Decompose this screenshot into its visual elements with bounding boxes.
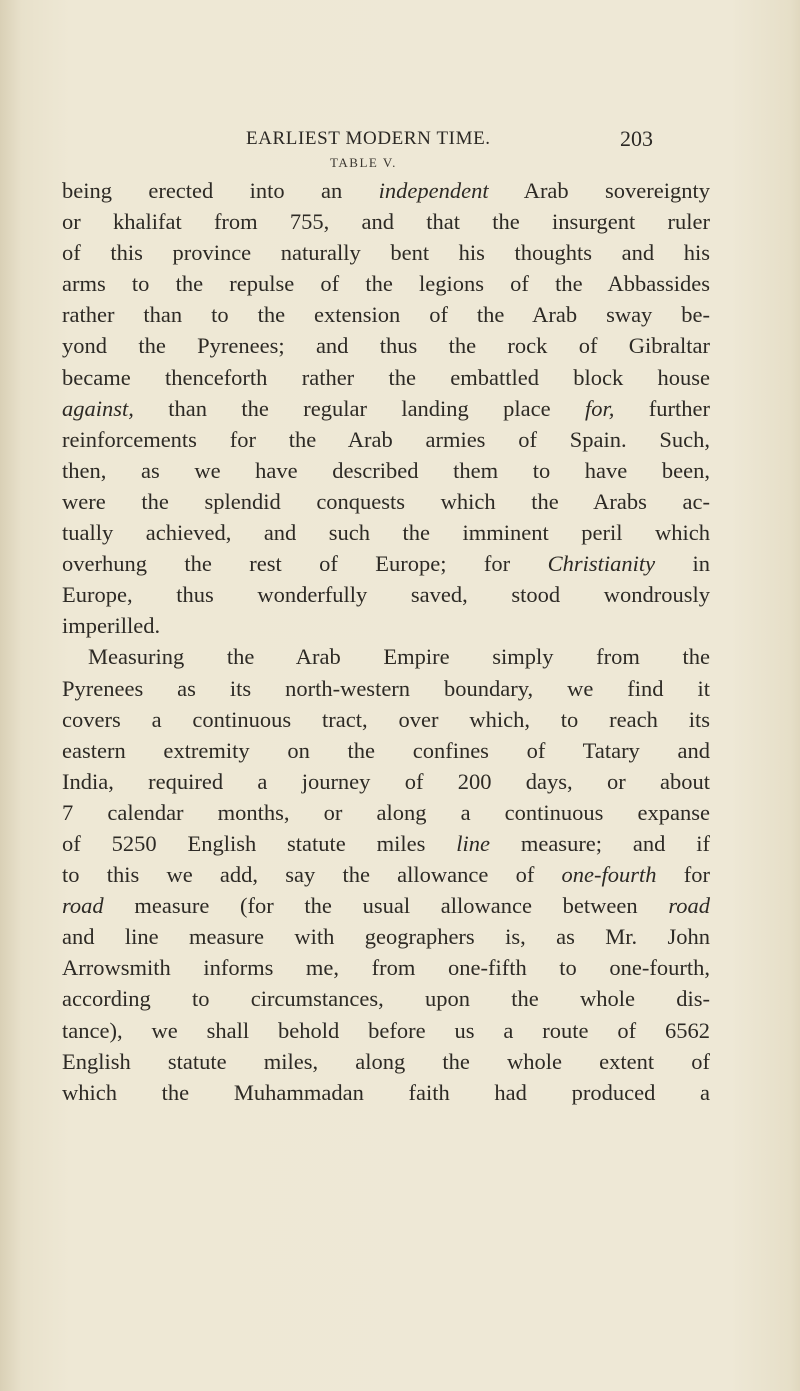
- italic-word: Christianity: [547, 551, 656, 577]
- text-line: tually achieved, and such the imminent peril which: [62, 520, 710, 546]
- text-line: India, required a journey of 200 days, or about: [62, 768, 710, 794]
- text-line: Measuring the Arab Empire simply from the: [88, 644, 710, 670]
- text-line: being erected into an independent Arab sovereignty: [62, 178, 711, 203]
- text-line: English statute miles, along the whole extent of: [62, 1048, 710, 1074]
- text-line: overhung the rest of Europe; for Christianity in: [62, 551, 710, 577]
- text-line: reinforcements for the Arab armies of Spain. Such,: [62, 426, 710, 452]
- text-line: covers a continuous tract, over which, to reach its: [62, 706, 710, 732]
- text-line: rather than to the extension of the Arab sway be-: [62, 302, 710, 328]
- text-line: Pyrenees as its north-western boundary, we find it: [62, 675, 710, 701]
- italic-word: for,: [585, 395, 615, 421]
- italic-word: independent: [378, 178, 489, 203]
- text-line: Arrowsmith informs me, from one-fifth to one-fourth,: [62, 955, 710, 981]
- italic-word: line: [456, 830, 490, 856]
- text-line: road measure (for the usual allowance between road: [62, 893, 710, 919]
- text-line: were the splendid conquests which the Arabs ac-: [62, 488, 710, 514]
- text-line: yond the Pyrenees; and thus the rock of Gibraltar: [62, 333, 710, 359]
- text-line: against, than the regular landing place for, further: [62, 395, 710, 421]
- text-line: which the Muhammadan faith had produced a: [62, 1079, 710, 1105]
- italic-word: one-fourth: [561, 862, 657, 888]
- text-line: of this province naturally bent his thoughts and his: [62, 240, 710, 266]
- body-text: [62, 175, 710, 1108]
- text-line: then, as we have described them to have been,: [62, 457, 710, 483]
- text-line: of 5250 English statute miles line measure; and if: [62, 830, 710, 856]
- text-line: eastern extremity on the confines of Tatary and: [62, 737, 710, 763]
- text-line: to this we add, say the allowance of one-fourth for: [62, 862, 710, 888]
- italic-word: road: [62, 893, 104, 919]
- italic-word: against,: [62, 395, 134, 421]
- table-subheading: TABLE V.: [330, 155, 397, 170]
- text-line: became thenceforth rather the embattled block house: [62, 364, 710, 390]
- italic-word: road: [668, 893, 710, 919]
- page-header: [0, 128, 800, 156]
- text-line: imperilled.: [62, 613, 161, 639]
- text-line: tance), we shall behold before us a route of 6562: [62, 1017, 710, 1043]
- text-line: according to circumstances, upon the whole dis-: [62, 986, 710, 1012]
- text-line: or khalifat from 755, and that the insurgent ruler: [62, 209, 710, 235]
- text-line: and line measure with geographers is, as Mr. John: [62, 924, 710, 950]
- text-line: Europe, thus wonderfully saved, stood wondrously: [62, 582, 710, 608]
- page-number: 203: [620, 126, 653, 151]
- text-line: arms to the repulse of the legions of the Abbassides: [62, 271, 710, 297]
- running-title: EARLIEST MODERN TIME.: [246, 128, 491, 149]
- text-line: 7 calendar months, or along a continuous expanse: [62, 799, 710, 825]
